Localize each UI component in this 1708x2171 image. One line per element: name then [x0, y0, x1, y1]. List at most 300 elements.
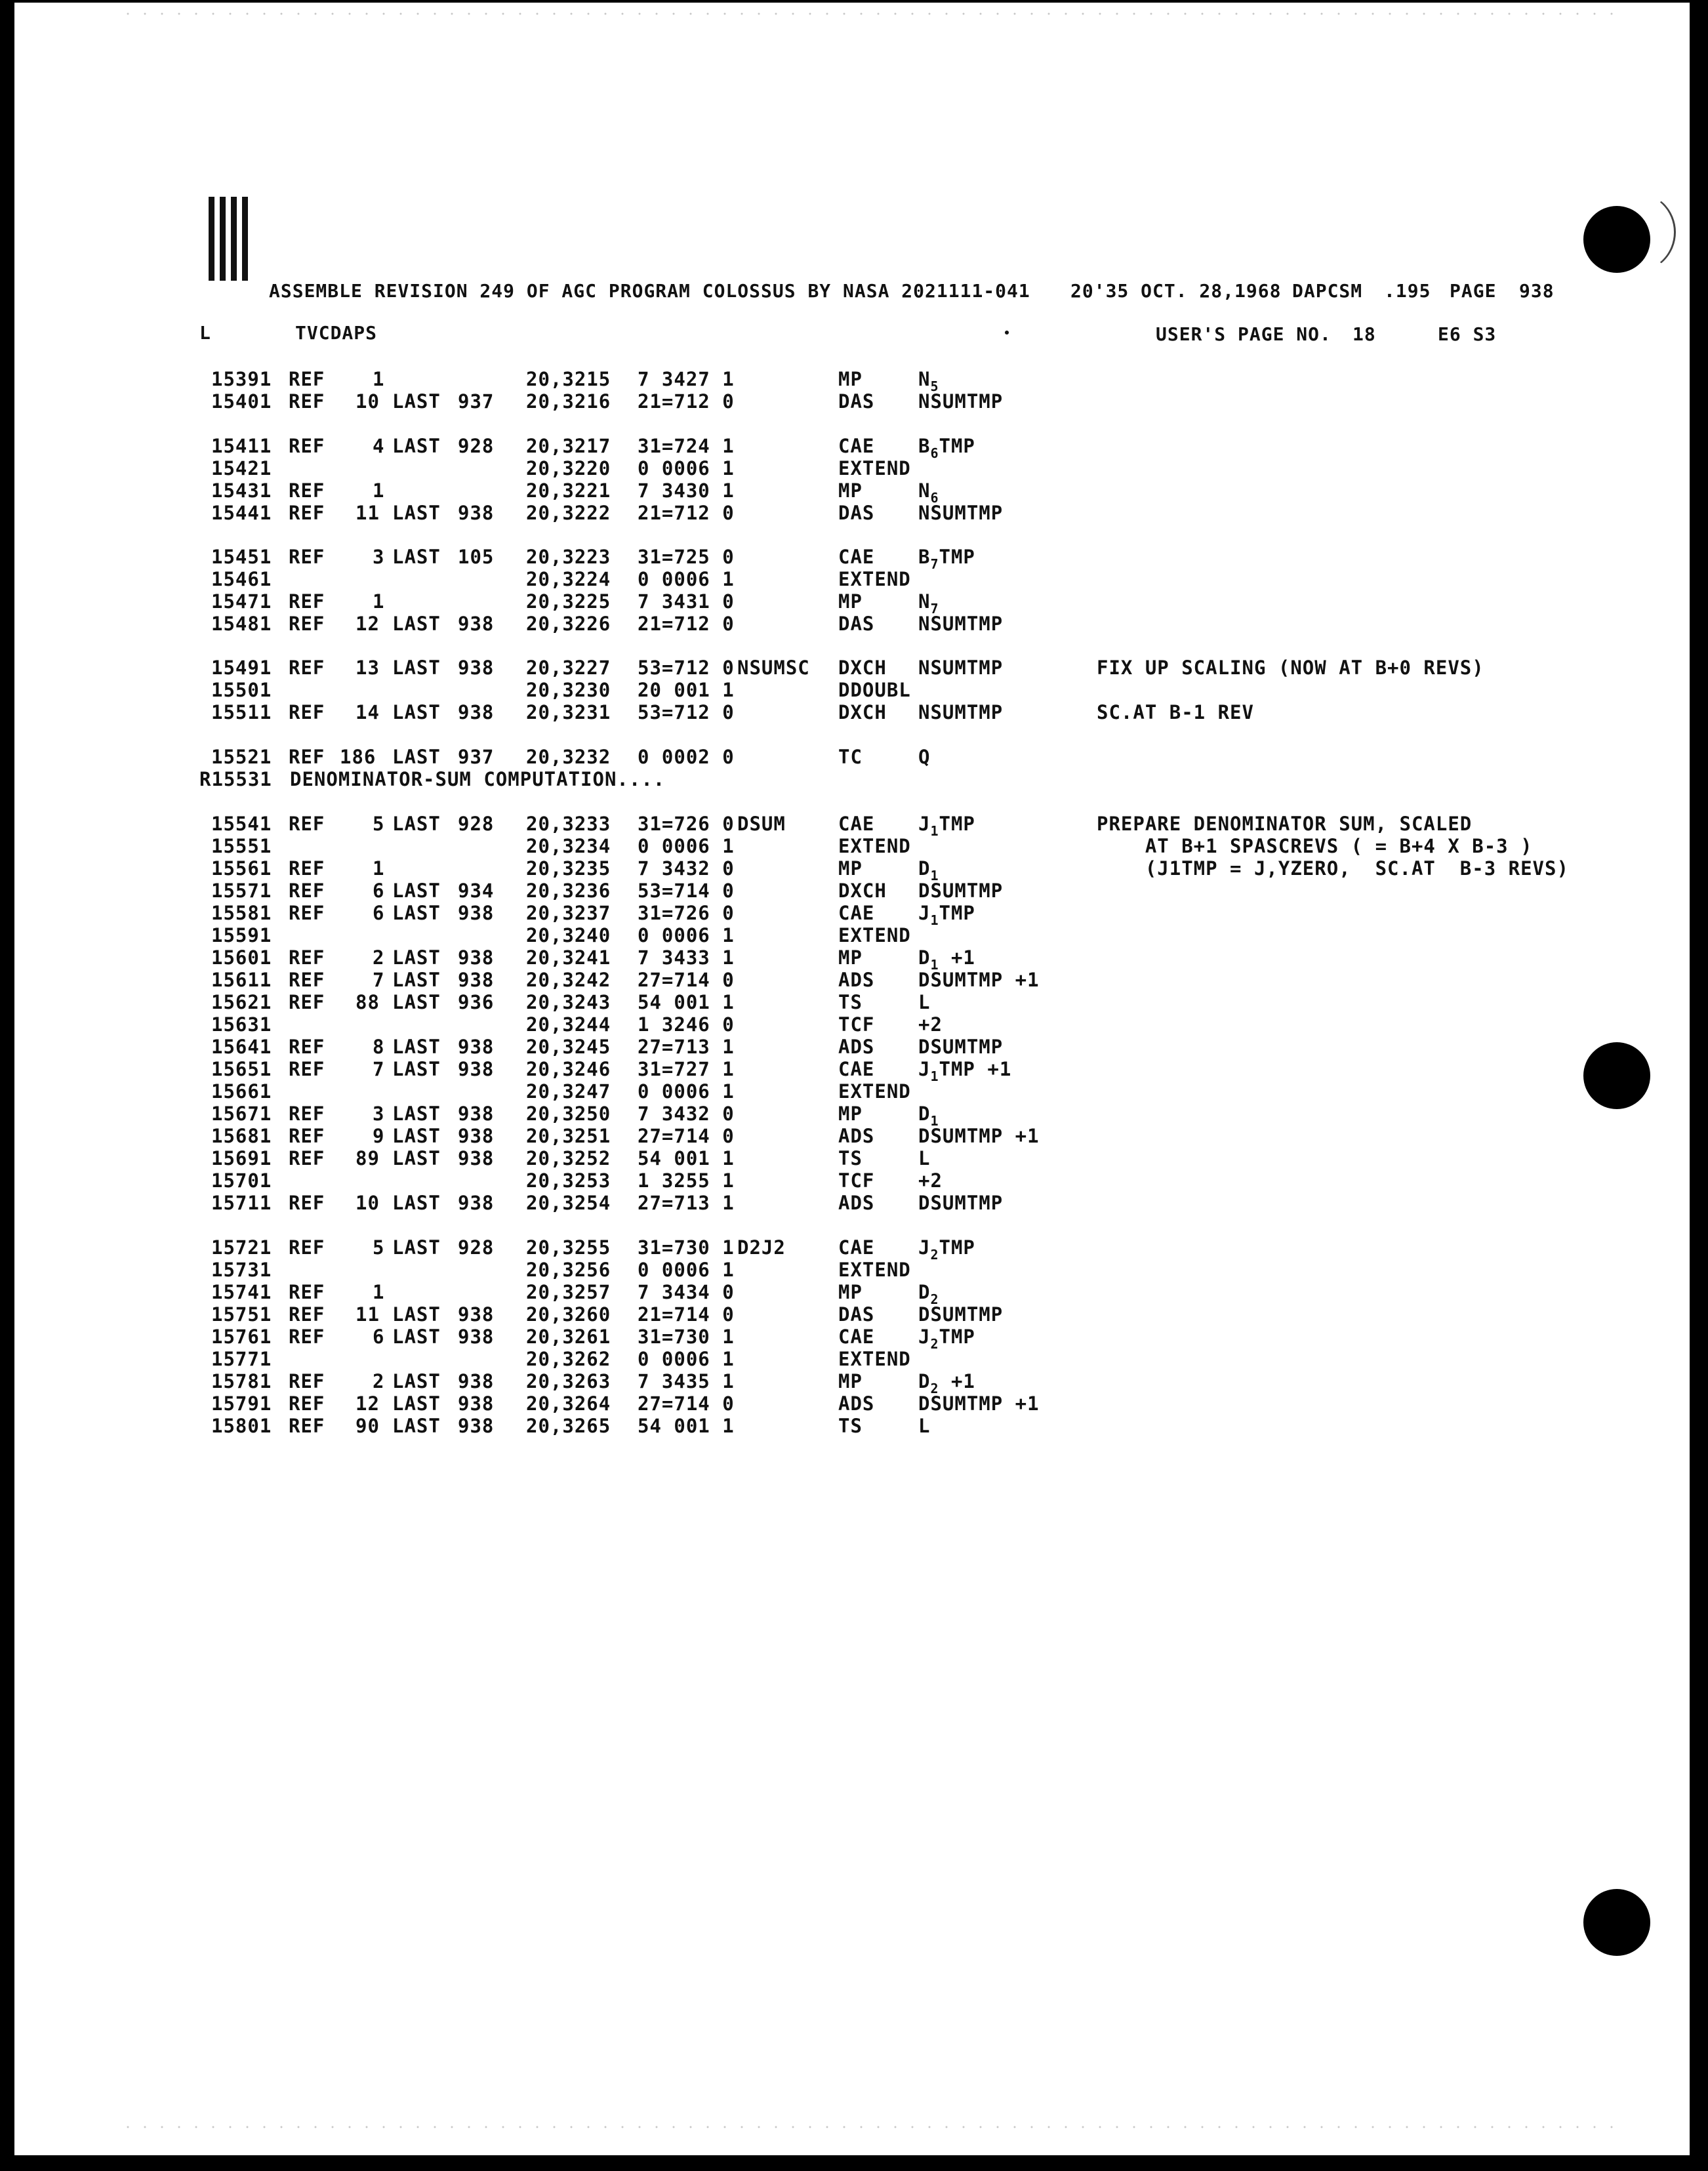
ref-count: 11 [356, 1303, 380, 1326]
ref-marker: REF [289, 502, 325, 524]
octal-code: 0 0002 0 [638, 746, 735, 768]
address: 20,3232 [526, 746, 611, 768]
last-page: 938 [458, 1303, 495, 1326]
operand [918, 1415, 930, 1436]
octal-code: 31=730 1 [638, 1326, 735, 1348]
octal-code: 31=726 0 [638, 813, 735, 835]
address: 20,3215 [526, 368, 611, 390]
section-comment: DENOMINATOR-SUM COMPUTATION.... [290, 768, 666, 790]
address: 20,3257 [526, 1281, 611, 1303]
last-marker: LAST [392, 1147, 441, 1169]
octal-code: 1 3255 1 [638, 1169, 735, 1192]
octal-code: 54 001 1 [638, 991, 735, 1013]
operand [918, 1059, 1011, 1082]
operand-main: NSUMTMP [918, 657, 1004, 679]
ref-count: 6 [373, 1326, 385, 1348]
ref-marker: REF [289, 368, 325, 390]
octal-code: 31=727 1 [638, 1058, 735, 1080]
line-number: 15561 [211, 857, 272, 880]
opcode: CAE [838, 1326, 875, 1348]
octal-code: 0 0006 1 [638, 924, 735, 946]
last-marker: LAST [392, 969, 441, 991]
operand [918, 946, 975, 973]
last-page: 938 [458, 1392, 495, 1415]
ref-marker: REF [289, 546, 325, 568]
opcode: MP [838, 1370, 863, 1392]
ref-count: 4 [373, 435, 385, 457]
ref-marker: REF [289, 1303, 325, 1326]
last-page: 928 [458, 813, 495, 835]
octal-code: 1 3246 0 [638, 1013, 735, 1036]
header-datetime: 20'35 OCT. 28,1968 [1070, 280, 1282, 302]
operand-main: DSUMTMP [918, 1192, 1004, 1214]
ref-count: 1 [373, 857, 385, 880]
operand-main: B [918, 546, 931, 568]
ref-count: 88 [356, 991, 380, 1013]
ref-marker: REF [289, 390, 325, 413]
operand-subscript: 1 [930, 823, 939, 839]
line-number: 15631 [211, 1013, 272, 1036]
ref-count: 3 [373, 546, 385, 568]
operand-main: D [918, 1370, 931, 1392]
address: 20,3234 [526, 835, 611, 857]
ref-marker: REF [289, 1326, 325, 1348]
operand-main: J [918, 902, 931, 924]
address: 20,3243 [526, 991, 611, 1013]
address: 20,3263 [526, 1370, 611, 1392]
address: 20,3237 [526, 902, 611, 924]
ref-marker: REF [289, 1415, 325, 1437]
octal-code: 7 3434 0 [638, 1281, 735, 1303]
address: 20,3222 [526, 502, 611, 524]
line-number: 15501 [211, 679, 272, 701]
operand [918, 992, 930, 1013]
address: 20,3226 [526, 613, 611, 635]
octal-code: 31=724 1 [638, 435, 735, 457]
bar-mark [231, 197, 237, 281]
last-marker: LAST [392, 746, 441, 768]
octal-code: 54 001 1 [638, 1147, 735, 1169]
line-number: 15751 [211, 1303, 272, 1326]
octal-code: 0 0006 1 [638, 1259, 735, 1281]
last-marker: LAST [392, 390, 441, 413]
opcode: CAE [838, 435, 875, 457]
address: 20,3247 [526, 1080, 611, 1103]
opcode: DAS [838, 390, 875, 413]
operand [918, 858, 939, 881]
line-number: 15541 [211, 813, 272, 835]
address: 20,3261 [526, 1326, 611, 1348]
operand-subscript: 2 [930, 1291, 939, 1307]
opcode: DAS [838, 502, 875, 524]
opcode: DXCH [838, 657, 887, 679]
last-page: 938 [458, 1370, 495, 1392]
header-page-num: 938 [1519, 280, 1555, 302]
operand-tail: TMP [939, 1236, 975, 1259]
line-number: 15771 [211, 1348, 272, 1370]
operand [918, 479, 939, 506]
address: 20,3251 [526, 1125, 611, 1147]
last-marker: LAST [392, 1192, 441, 1214]
line-number: 15711 [211, 1192, 272, 1214]
ref-count: 12 [356, 613, 380, 635]
last-page: 938 [458, 613, 495, 635]
operand-main: J [918, 1236, 931, 1259]
operand-main: NSUMTMP [918, 502, 1004, 524]
ref-marker: REF [289, 701, 325, 723]
octal-code: 53=712 0 [638, 701, 735, 723]
address: 20,3230 [526, 679, 611, 701]
opcode: EXTEND [838, 1348, 911, 1370]
operand [918, 1014, 943, 1035]
last-page: 937 [458, 746, 495, 768]
ref-count: 3 [373, 1103, 385, 1125]
ref-marker: REF [289, 479, 325, 502]
ref-marker: REF [289, 946, 325, 969]
operand-main: D [918, 857, 931, 880]
opcode: MP [838, 1103, 863, 1125]
opcode: DAS [838, 613, 875, 635]
last-marker: LAST [392, 613, 441, 635]
listing-page [14, 3, 1690, 2155]
operand [918, 1036, 1003, 1057]
binder-hole-bottom [1583, 1889, 1650, 1956]
ref-count: 13 [356, 657, 380, 679]
ref-count: 2 [373, 946, 385, 969]
ref-marker: REF [289, 435, 325, 457]
last-page: 938 [458, 1103, 495, 1125]
operand [918, 880, 1003, 901]
operand-main: NSUMTMP [918, 390, 1004, 413]
top-speckle [119, 12, 1615, 16]
opcode: ADS [838, 1125, 875, 1147]
octal-code: 53=712 0 [638, 657, 735, 679]
line-number: 15451 [211, 546, 272, 568]
ref-count: 1 [373, 368, 385, 390]
line-comment: SC.AT B-1 REV [1097, 701, 1254, 723]
operand-subscript: 7 [930, 556, 939, 572]
operand-subscript: 1 [930, 912, 939, 928]
opcode: ADS [838, 1192, 875, 1214]
address: 20,3242 [526, 969, 611, 991]
last-marker: LAST [392, 991, 441, 1013]
ref-count: 14 [356, 701, 380, 723]
opcode: EXTEND [838, 924, 911, 946]
octal-code: 7 3435 1 [638, 1370, 735, 1392]
operand-subscript: 6 [930, 445, 939, 461]
ref-count: 9 [373, 1125, 385, 1147]
line-comment: PREPARE DENOMINATOR SUM, SCALED [1097, 813, 1473, 835]
operand-main: DSUMTMP +1 [918, 969, 1040, 991]
address: 20,3250 [526, 1103, 611, 1125]
location-label: NSUMSC [737, 657, 810, 679]
location-label: DSUM [737, 813, 786, 835]
address: 20,3246 [526, 1058, 611, 1080]
operand-main: +2 [918, 1013, 943, 1036]
line-number: 15391 [211, 368, 272, 390]
line-number: 15571 [211, 880, 272, 902]
bottom-speckle [119, 2125, 1615, 2129]
operand-main: J [918, 813, 931, 835]
last-marker: LAST [392, 1303, 441, 1326]
operand [918, 435, 975, 461]
address: 20,3262 [526, 1348, 611, 1370]
opcode: ADS [838, 969, 875, 991]
ref-marker: REF [289, 746, 325, 768]
address: 20,3225 [526, 590, 611, 613]
operand [918, 546, 975, 572]
opcode: EXTEND [838, 1080, 911, 1103]
line-number: 15651 [211, 1058, 272, 1080]
octal-code: 7 3430 1 [638, 479, 735, 502]
operand-main: L [918, 991, 931, 1013]
last-marker: LAST [392, 946, 441, 969]
last-page: 938 [458, 1326, 495, 1348]
last-marker: LAST [392, 1392, 441, 1415]
ref-count: 8 [373, 1036, 385, 1058]
line-number: 15471 [211, 590, 272, 613]
operand-tail: TMP [939, 902, 975, 924]
ref-marker: REF [289, 880, 325, 902]
last-marker: LAST [392, 502, 441, 524]
operand-main: D [918, 946, 931, 969]
ref-count: 1 [373, 479, 385, 502]
ref-count: 2 [373, 1370, 385, 1392]
opcode: MP [838, 1281, 863, 1303]
last-page: 938 [458, 657, 495, 679]
ref-marker: REF [289, 902, 325, 924]
operand [918, 813, 975, 839]
line-number: 15411 [211, 435, 272, 457]
operand-subscript: 7 [930, 601, 939, 617]
operand-subscript: 6 [930, 490, 939, 506]
opcode: TS [838, 1415, 863, 1437]
octal-code: 27=713 1 [638, 1036, 735, 1058]
address: 20,3223 [526, 546, 611, 568]
operand [918, 369, 939, 392]
ref-count: 6 [373, 902, 385, 924]
operand-main: Q [918, 746, 931, 768]
operand-main: N [918, 479, 931, 502]
octal-code: 21=712 0 [638, 613, 735, 635]
opcode: TS [838, 991, 863, 1013]
octal-code: 27=714 0 [638, 1392, 735, 1415]
address: 20,3255 [526, 1236, 611, 1259]
line-number: 15701 [211, 1169, 272, 1192]
operand [918, 613, 1003, 634]
octal-code: 0 0006 1 [638, 1348, 735, 1370]
ref-count: 10 [356, 390, 380, 413]
ref-marker: REF [289, 590, 325, 613]
last-page: 938 [458, 902, 495, 924]
line-number: 15731 [211, 1259, 272, 1281]
opcode: CAE [838, 546, 875, 568]
octal-code: 7 3427 1 [638, 368, 735, 390]
address: 20,3260 [526, 1303, 611, 1326]
address: 20,3253 [526, 1169, 611, 1192]
last-page: 938 [458, 946, 495, 969]
last-marker: LAST [392, 880, 441, 902]
octal-code: 0 0006 1 [638, 457, 735, 479]
ref-count: 7 [373, 969, 385, 991]
operand [918, 1282, 939, 1305]
operand-tail: TMP [939, 546, 975, 568]
octal-code: 0 0006 1 [638, 568, 735, 590]
operand-main: NSUMTMP [918, 701, 1004, 723]
last-marker: LAST [392, 1415, 441, 1437]
line-number: 15721 [211, 1236, 272, 1259]
line-comment: FIX UP SCALING (NOW AT B+0 REVS) [1097, 657, 1484, 679]
ref-marker: REF [289, 613, 325, 635]
line-number: 15511 [211, 701, 272, 723]
operand-subscript: 1 [930, 1113, 939, 1129]
operand [918, 1103, 939, 1129]
operand-tail: TMP [939, 1326, 975, 1348]
line-number: 15601 [211, 946, 272, 969]
ref-count: 186 [340, 746, 376, 768]
line-number: 15461 [211, 568, 272, 590]
last-page: 928 [458, 1236, 495, 1259]
operand-tail: TMP +1 [939, 1058, 1012, 1080]
operand [918, 1304, 1003, 1325]
address: 20,3244 [526, 1013, 611, 1036]
location-label: D2J2 [737, 1236, 786, 1259]
octal-code: 54 001 1 [638, 1415, 735, 1437]
octal-code: 21=712 0 [638, 390, 735, 413]
last-page: 938 [458, 1036, 495, 1058]
ref-count: 89 [356, 1147, 380, 1169]
opcode: MP [838, 479, 863, 502]
operand-subscript: 1 [930, 868, 939, 883]
line-number: 15481 [211, 613, 272, 635]
operand [918, 1170, 943, 1191]
opcode: MP [838, 857, 863, 880]
line-number: 15801 [211, 1415, 272, 1437]
line-number: 15661 [211, 1080, 272, 1103]
line-comment: AT B+1 SPASCREVS ( = B+4 X B-3 ) [1097, 835, 1533, 857]
octal-code: 21=714 0 [638, 1303, 735, 1326]
opcode: ADS [838, 1392, 875, 1415]
address: 20,3235 [526, 857, 611, 880]
address: 20,3217 [526, 435, 611, 457]
last-marker: LAST [392, 1125, 441, 1147]
address: 20,3231 [526, 701, 611, 723]
operand-main: N [918, 368, 931, 390]
ref-marker: REF [289, 1125, 325, 1147]
bar-mark [220, 197, 226, 281]
octal-code: 27=713 1 [638, 1192, 735, 1214]
last-marker: LAST [392, 1236, 441, 1259]
line-number: 15551 [211, 835, 272, 857]
header-line: ASSEMBLE REVISION 249 OF AGC PROGRAM COLOSSUS BY NASA 2021111-041 [269, 280, 1030, 302]
octal-code: 7 3431 0 [638, 590, 735, 613]
opcode: CAE [838, 1236, 875, 1259]
address: 20,3224 [526, 568, 611, 590]
line-number: 15421 [211, 457, 272, 479]
operand [918, 502, 1003, 523]
opcode: MP [838, 368, 863, 390]
opcode: CAE [838, 813, 875, 835]
address: 20,3264 [526, 1392, 611, 1415]
line-number: 15431 [211, 479, 272, 502]
operand-main: +2 [918, 1169, 943, 1192]
address: 20,3233 [526, 813, 611, 835]
header-routine: DAPCSM [1292, 280, 1363, 302]
octal-code: 53=714 0 [638, 880, 735, 902]
bar-mark [209, 197, 214, 281]
last-marker: LAST [392, 1036, 441, 1058]
operand-subscript: 5 [930, 378, 939, 394]
operand-main: N [918, 590, 931, 613]
ref-count: 90 [356, 1415, 380, 1437]
operand [918, 746, 930, 767]
ref-marker: REF [289, 1392, 325, 1415]
operand [918, 590, 939, 617]
last-marker: LAST [392, 701, 441, 723]
ref-count: 1 [373, 590, 385, 613]
operand-main: DSUMTMP [918, 880, 1004, 902]
operand-main: B [918, 435, 931, 457]
operand [918, 1192, 1003, 1213]
operand [918, 1148, 930, 1169]
line-number: 15521 [211, 746, 272, 768]
octal-code: 7 3432 0 [638, 1103, 735, 1125]
operand-main: DSUMTMP +1 [918, 1125, 1040, 1147]
last-page: 938 [458, 1192, 495, 1214]
last-page: 934 [458, 880, 495, 902]
address: 20,3221 [526, 479, 611, 502]
octal-code: 7 3433 1 [638, 946, 735, 969]
line-number: 15591 [211, 924, 272, 946]
opcode: CAE [838, 902, 875, 924]
address: 20,3265 [526, 1415, 611, 1437]
operand-subscript: 1 [930, 957, 939, 973]
header-page-label: PAGE [1450, 280, 1497, 302]
ref-count: 5 [373, 1236, 385, 1259]
line-number: 15761 [211, 1326, 272, 1348]
operand [918, 657, 1003, 678]
address: 20,3240 [526, 924, 611, 946]
octal-code: 31=730 1 [638, 1236, 735, 1259]
line-number: 15611 [211, 969, 272, 991]
opcode: TS [838, 1147, 863, 1169]
line-number: 15691 [211, 1147, 272, 1169]
last-page: 938 [458, 1147, 495, 1169]
operand-tail: TMP [939, 813, 975, 835]
octal-code: 20 001 1 [638, 679, 735, 701]
e-code: E6 S3 [1438, 323, 1497, 345]
line-number: 15781 [211, 1370, 272, 1392]
ref-count: 1 [373, 1281, 385, 1303]
last-marker: LAST [392, 813, 441, 835]
operand [918, 1236, 975, 1263]
operand-tail: TMP [939, 435, 975, 457]
opcode: EXTEND [838, 568, 911, 590]
last-page: 105 [458, 546, 495, 568]
address: 20,3220 [526, 457, 611, 479]
line-number: 15791 [211, 1392, 272, 1415]
last-marker: LAST [392, 1103, 441, 1125]
line-number: 15641 [211, 1036, 272, 1058]
ref-marker: REF [289, 1236, 325, 1259]
opcode: DXCH [838, 701, 887, 723]
ref-marker: REF [289, 1370, 325, 1392]
last-marker: LAST [392, 1058, 441, 1080]
ref-count: 11 [356, 502, 380, 524]
ref-marker: REF [289, 1058, 325, 1080]
ref-count: 6 [373, 880, 385, 902]
ref-count: 7 [373, 1058, 385, 1080]
